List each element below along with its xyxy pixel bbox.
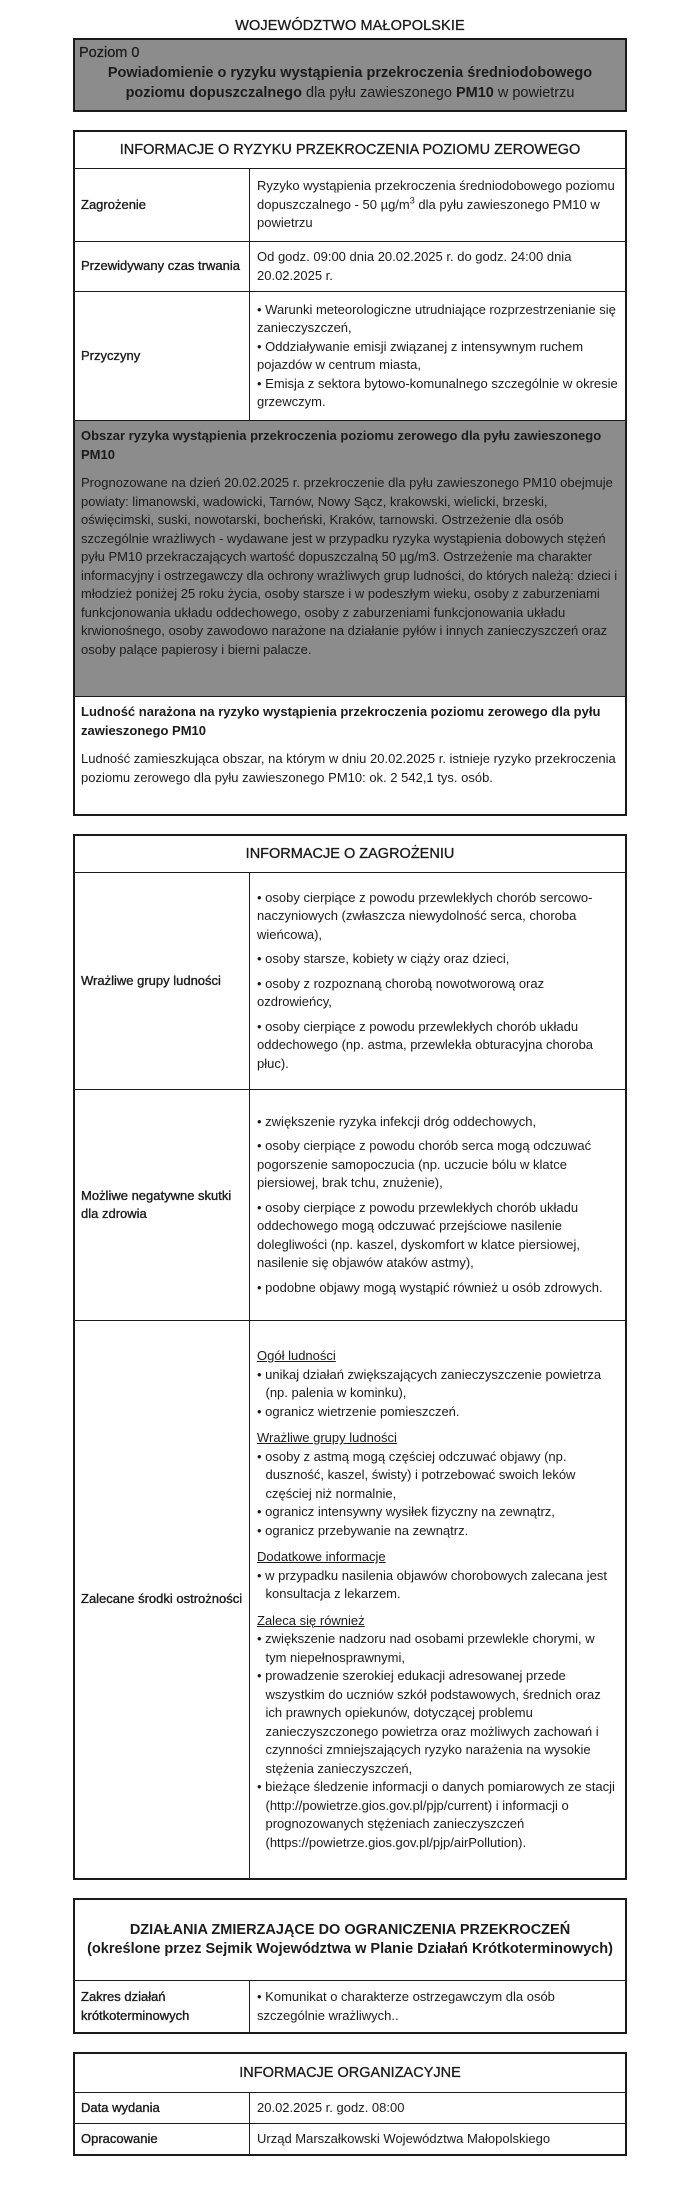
hazard-info-header-text: INFORMACJE O ZAGROŻENIU <box>245 845 455 862</box>
risk-info-table <box>73 130 627 816</box>
precautions-section-sensitive <box>257 1429 618 1540</box>
list-item: • zwiększenie ryzyka infekcji dróg oddechowych, <box>257 1113 537 1129</box>
precautions-label: Zalecane środki ostrożności <box>75 1321 250 1878</box>
actions-scope-value <box>250 1981 625 2032</box>
threat-row <box>75 168 625 241</box>
section-heading: Wrażliwe grupy ludności <box>257 1430 397 1445</box>
org-info-table <box>73 2052 627 2156</box>
list-item: • osoby cierpiące z powodu przewlekłych chorób układu oddechowego (np. astma, przewlekła obturacyjna choroba płuc). <box>257 1018 594 1071</box>
actions-header-line2: (określone przez Sejmik Województwa w Planie Działań Krótkoterminowych) <box>87 1941 613 1957</box>
threat-label: Zagrożenie <box>75 169 250 241</box>
prepared-by-label: Opracowanie <box>75 2124 250 2154</box>
list-item: • osoby cierpiące z powodu przewlekłych chorób układu oddechowego mogą odczuwać przejściowe nasilenie dolegliwości (np. kaszel, dyskomfort w klatce piersiowej, nasilenie się objawów ataków astmy), <box>257 1199 580 1271</box>
precautions-section-also-recommended <box>257 1612 618 1853</box>
region-title: WOJEWÓDZTWO MAŁOPOLSKIE <box>235 18 465 34</box>
list-item: • bieżące śledzenie informacji o danych pomiarowych ze stacji (http://powietrze.gios.gov.pl/pjp/current) i informacji o prognozowanych stężeniach zanieczyszczeń (https://powietrze.gios.gov.pl/pjp/airPollution). <box>257 1779 615 1850</box>
alert-title <box>79 63 617 103</box>
causes-value <box>250 292 625 420</box>
issue-date-label: Data wydania <box>75 2093 250 2123</box>
duration-row <box>75 241 625 291</box>
health-effects-row <box>75 1089 625 1320</box>
actions-scope-row <box>75 1980 625 2032</box>
hazard-info-header <box>75 836 625 872</box>
issue-date-value <box>250 2093 625 2123</box>
actions-header-line1: DZIAŁANIA ZMIERZAJĄCE DO OGRANICZENIA PRZEKROCZEŃ <box>129 1922 571 1938</box>
exposed-population-text: Ludność zamieszkująca obszar, na którym w dniu 20.02.2025 r. istnieje ryzyko przekroczenia poziomu zerowego dla pyłu zawieszonego PM10: ok. 2 542,1 tys. osób. <box>81 751 616 785</box>
duration-text: Od godz. 09:00 dnia 20.02.2025 r. do godz. 24:00 dnia 20.02.2025 r. <box>257 249 572 283</box>
alert-level: Poziom 0 <box>79 45 140 61</box>
prepared-by-row <box>75 2123 625 2154</box>
risk-area-title: Obszar ryzyka wystąpienia przekroczenia poziomu zerowego dla pyłu zawieszonego PM10 <box>81 428 602 462</box>
sensitive-groups-value <box>250 873 625 1089</box>
health-effects-value <box>250 1090 625 1320</box>
org-info-header <box>75 2054 625 2092</box>
risk-area-text: Prognozowane na dzień 20.02.2025 r. przekroczenie dla pyłu zawieszonego PM10 obejmuje powiaty: limanowski, wadowicki, Tarnów, Nowy Sącz, krakowski, wielicki, brzeski, oświęcimski, suski, nowotarski, bocheński, Kraków, tarnowski. Ostrzeżenie dla osób szczególnie wrażliwych - wydawane jest w przypadku ryzyka wystąpienia dobowych stężeń pyłu PM10 przekraczających wartość dopuszczalną 50 µg/m3. Ostrzeżenie ma charakter informacyjny i ostrzegawczy dla ochrony wrażliwych grup ludności, do których należą: dzieci i młodzież poniżej 25 roku życia, osoby starsze i w podeszłym wieku, osoby z zaburzeniami funkcjonowania układu oddechowego, osoby z zaburzeniami funkcjonowania układu krwionośnego, osoby zawodowo narażone na działanie pyłów i innych zanieczyszczeń oraz osoby palące papierosy i bierni palacze. <box>81 475 618 657</box>
duration-value <box>250 242 625 291</box>
list-item: • osoby starsze, kobiety w ciąży oraz dzieci, <box>257 951 510 967</box>
prepared-by-value <box>250 2124 625 2154</box>
section-heading: Dodatkowe informacje <box>257 1549 386 1564</box>
list-item: • zwiększenie nadzoru nad osobami przewlekle chorymi, w tym niepełnosprawnymi, <box>257 1631 595 1665</box>
section-heading: Ogół ludności <box>257 1348 336 1363</box>
sensitive-groups-row <box>75 872 625 1089</box>
list-item: • unikaj działań zwiększających zanieczyszczenie powietrza (np. palenia w kominku), <box>257 1366 602 1400</box>
prepared-by-text: Urząd Marszałkowski Województwa Małopolskiego <box>257 2130 551 2146</box>
actions-scope-label: Zakres działań krótkoterminowych <box>75 1981 250 2032</box>
section-heading: Zaleca się również <box>257 1612 365 1628</box>
list-item: • Emisja z sektora bytowo-komunalnego szczególnie w okresie grzewczym. <box>257 375 618 409</box>
list-item: • ogranicz intensywny wysiłek fizyczny na zewnątrz, <box>257 1504 555 1519</box>
precautions-value <box>250 1321 625 1878</box>
issue-date-row <box>75 2092 625 2123</box>
list-item: • prowadzenie szerokiej edukacji adresowanej przede wszystkim do uczniów szkół podstawowych, średnich oraz ich prawnych opiekunów, dotyczącej problemu zanieczyszczonego powietrza oraz możliwych zachowań i czynności zmniejszających ryzyko narażenia na wysokie stężenia zanieczyszczeń, <box>257 1668 601 1776</box>
list-item: • osoby z rozpoznaną chorobą nowotworową oraz ozdrowieńcy, <box>257 975 545 1010</box>
list-item: • ogranicz wietrzenie pomieszczeń. <box>257 1403 460 1419</box>
alert-title-regular-2: w powietrzu <box>493 85 575 101</box>
sensitive-groups-label: Wrażliwe grupy ludności <box>75 873 250 1089</box>
list-item: • Komunikat o charakterze ostrzegawczym dla osób szczególnie wrażliwych.. <box>257 1989 555 2023</box>
list-item: • podobne objawy mogą wystąpić również u osób zdrowych. <box>257 1279 603 1295</box>
list-item: • ogranicz przebywanie na zewnątrz. <box>257 1522 469 1538</box>
risk-info-header <box>75 132 625 168</box>
actions-header <box>75 1900 625 1980</box>
threat-text <box>257 177 618 233</box>
alert-title-bold-1: Powiadomienie o ryzyku wystąpienia przekroczenia średniodobowego poziomu dopuszczalnego <box>107 65 593 101</box>
alert-title-regular-1: dla pyłu zawieszonego <box>301 85 456 101</box>
risk-area-row <box>75 420 625 696</box>
list-item: • Oddziaływanie emisji związanej z intensywnym ruchem pojazdów w centrum miasta, <box>257 338 584 372</box>
exposed-population-title: Ludność narażona na ryzyko wystąpienia przekroczenia poziomu zerowego dla pyłu zawieszonego PM10 <box>81 704 601 738</box>
causes-label: Przyczyny <box>75 292 250 420</box>
actions-table <box>73 1898 627 2034</box>
hazard-info-table <box>73 834 627 1880</box>
threat-value <box>250 169 625 241</box>
health-effects-label: Możliwe negatywne skutki dla zdrowia <box>75 1090 250 1320</box>
alert-level-box <box>73 38 627 112</box>
org-info-header-text: INFORMACJE ORGANIZACYJNE <box>239 2064 461 2081</box>
precautions-row <box>75 1320 625 1878</box>
duration-label: Przewidywany czas trwania <box>75 242 250 291</box>
precautions-section-general <box>257 1347 618 1421</box>
list-item: • osoby cierpiące z powodu przewlekłych chorób sercowo-naczyniowych (zwłaszcza niewydolność serca, choroba wieńcowa), <box>257 889 593 942</box>
precautions-section-additional <box>257 1548 618 1604</box>
list-item: • w przypadku nasilenia objawów chorobowych zalecana jest konsultacja z lekarzem. <box>257 1567 607 1601</box>
issue-date-text: 20.02.2025 r. godz. 08:00 <box>257 2099 405 2115</box>
list-item: • osoby z astmą mogą częściej odczuwać objawy (np. duszność, kaszel, świsty) i potrzebować swoich leków częściej niż normalnie, <box>257 1448 576 1501</box>
causes-row <box>75 291 625 420</box>
exposed-population-row <box>75 696 625 814</box>
threat-text-after: dla pyłu zawieszonego PM10 w powietrzu <box>257 196 600 231</box>
alert-title-bold-2: PM10 <box>455 85 494 101</box>
risk-info-header-text: INFORMACJE O RYZYKU PRZEKROCZENIA POZIOMU ZEROWEGO <box>119 141 581 158</box>
threat-text-before: Ryzyko wystąpienia przekroczenia średniodobowego poziomu dopuszczalnego - 50 µg/m <box>257 178 615 212</box>
threat-superscript: 3 <box>409 195 415 206</box>
list-item: • Warunki meteorologiczne utrudniające rozprzestrzenianie się zanieczyszczeń, <box>257 301 616 335</box>
list-item: • osoby cierpiące z powodu chorób serca mogą odczuwać pogorszenie samopoczucia (np. uczucie bólu w klatce piersiowej, brak tchu, znużenie), <box>257 1138 592 1191</box>
